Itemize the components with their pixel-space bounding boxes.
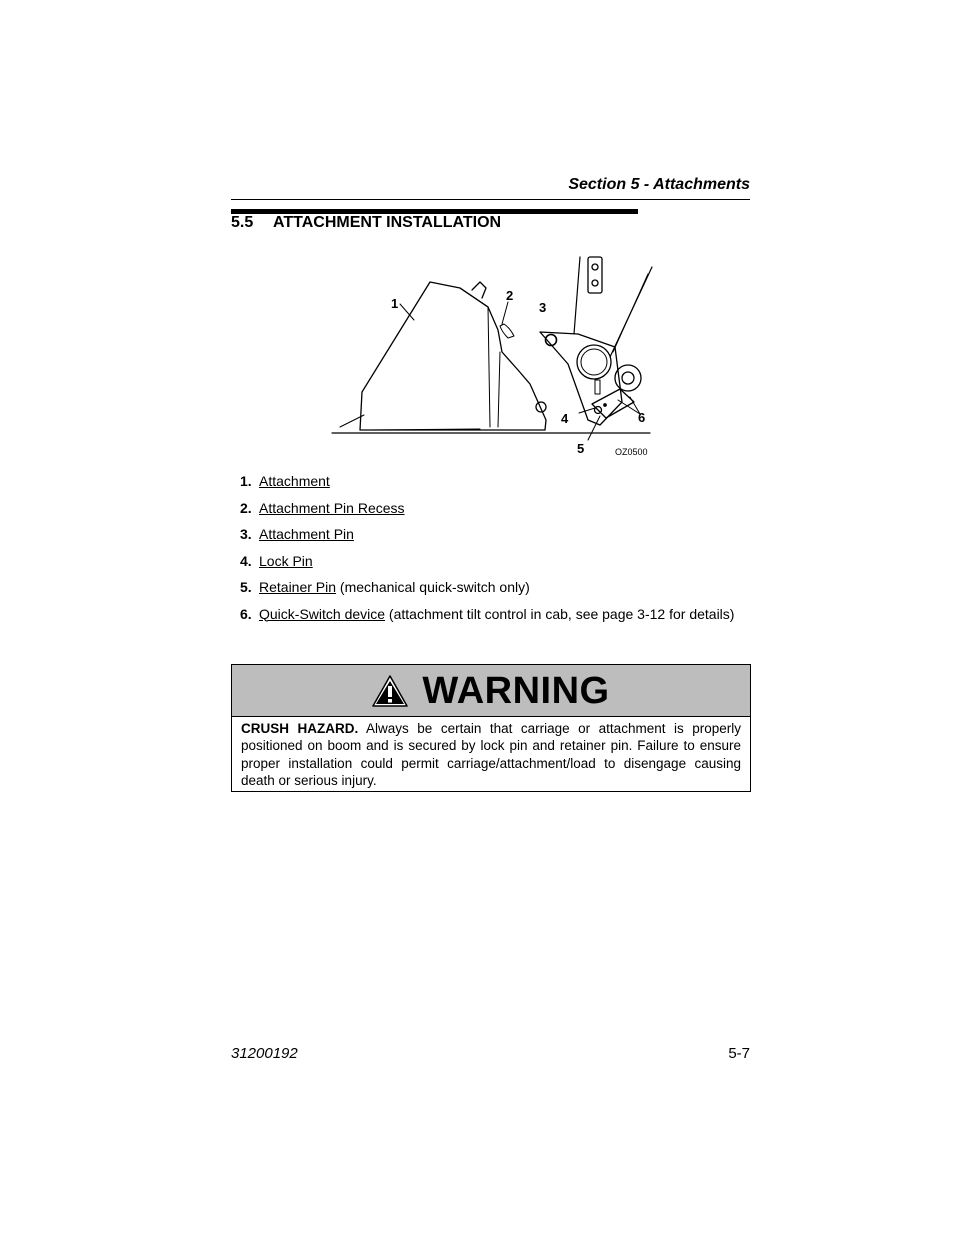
legend-label: Lock Pin — [259, 552, 313, 569]
bucket-outline — [360, 282, 546, 430]
warning-lead: CRUSH HAZARD. — [241, 721, 359, 736]
section-heading — [231, 214, 501, 232]
warning-title: WARNING — [422, 669, 610, 712]
callout-6: 6 — [638, 410, 646, 425]
callout-5: 5 — [577, 441, 585, 456]
legend-label: Retainer Pin — [259, 579, 337, 595]
legend-label: Quick-Switch device — [259, 605, 386, 622]
heading-number: 5.5 — [231, 214, 254, 231]
legend-item: 4. Lock Pin — [240, 552, 313, 569]
legend-label: Attachment Pin — [259, 526, 354, 542]
legend-item: 2. Attachment Pin Recess — [240, 499, 405, 516]
callout-3: 3 — [539, 300, 547, 315]
section-header: Section 5 - Attachments — [568, 176, 750, 193]
legend-label: Attachment Pin Recess — [259, 499, 405, 516]
callout-1: 1 — [391, 296, 399, 311]
callout-2: 2 — [506, 288, 514, 303]
legend-item: 3. Attachment Pin — [240, 526, 354, 542]
legend-item: 1. Attachment — [240, 473, 330, 489]
figure-legend — [240, 472, 760, 631]
page-number: 5-7 — [728, 1045, 750, 1062]
legend-label: Attachment — [259, 473, 330, 489]
doc-number: 31200192 — [231, 1045, 298, 1062]
warning-header — [232, 665, 750, 717]
callout-4: 4 — [561, 411, 569, 426]
attachment-illustration — [330, 252, 660, 462]
heading-title: ATTACHMENT INSTALLATION — [273, 214, 502, 231]
legend-item: 6. Quick-Switch device (attachment tilt control in cab, see page 3-12 for details) — [240, 605, 735, 622]
warning-box — [231, 664, 751, 792]
header-rule — [231, 199, 750, 200]
figure-code: OZ0500 — [615, 447, 648, 457]
warning-text: CRUSH HAZARD. Always be certain that carriage or attachment is properly positioned on boom and is secured by lock pin and retainer pin. Failure to ensure proper installation could permit carriage/attachment/load to disengage causing death or serious injury. — [241, 721, 741, 789]
legend-item: 5. Retainer Pin (mechanical quick-switch only) — [240, 579, 530, 595]
warning-triangle-icon — [372, 675, 408, 707]
